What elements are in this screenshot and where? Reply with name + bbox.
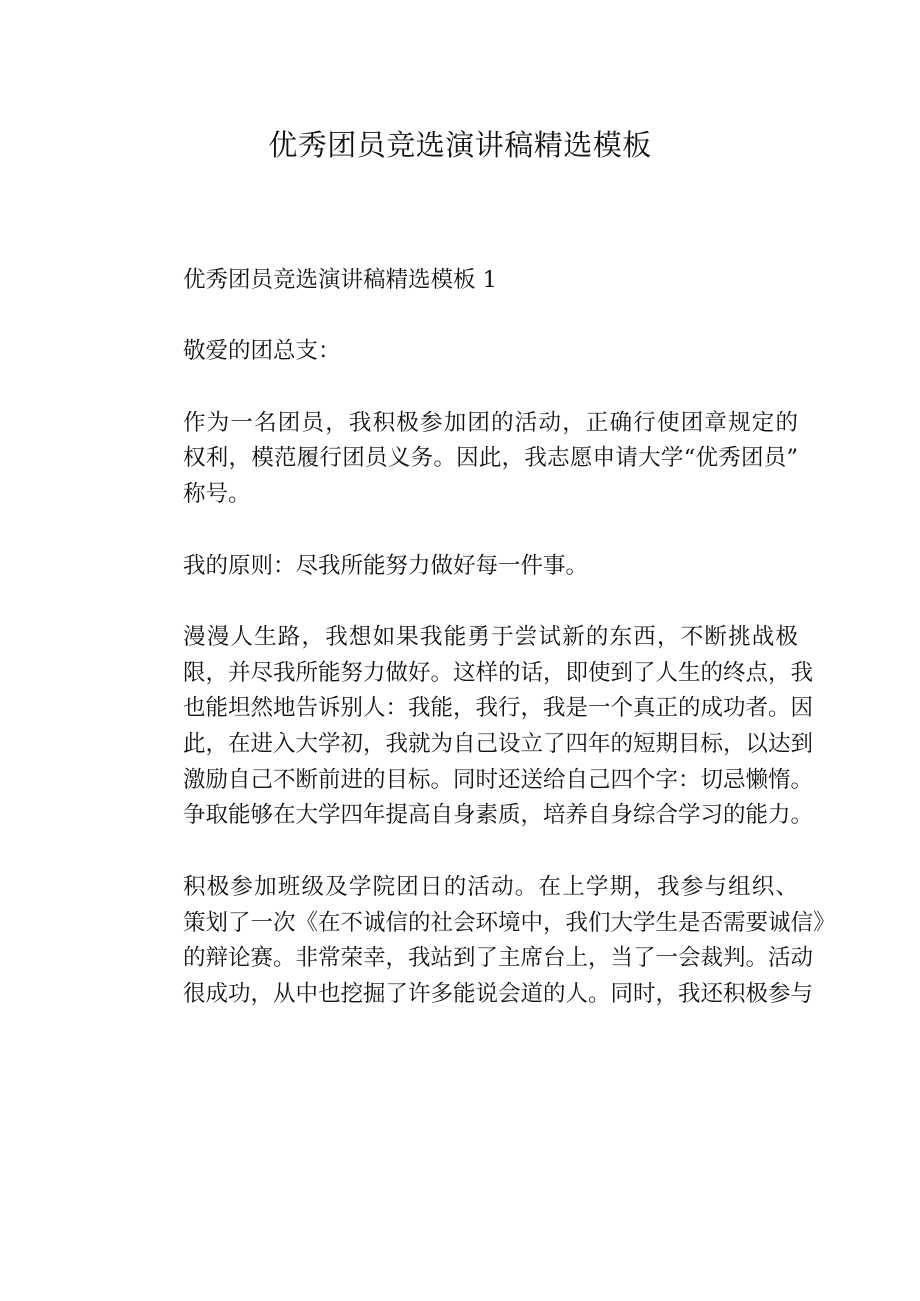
paragraph-goals bbox=[138, 620, 814, 834]
paragraph-line: 积极参加班级及学院团日的活动。在上学期，我参与组织、 bbox=[183, 873, 798, 900]
paragraph-line: 敬爱的团总支： bbox=[183, 338, 341, 365]
paragraph-line: 策划了一次《在不诚信的社会环境中，我们大学生是否需要诚信》 bbox=[183, 909, 836, 936]
paragraph-line: 我的原则：尽我所能努力做好每一件事。 bbox=[183, 552, 589, 579]
document-title: 优秀团员竞选演讲稿精选模板 bbox=[268, 128, 652, 162]
paragraph-activities bbox=[138, 870, 836, 1013]
paragraph-principle bbox=[138, 549, 798, 585]
paragraph-application bbox=[138, 406, 798, 513]
paragraph-line: 争取能够在大学四年提高自身素质，培养自身综合学习的能力。 bbox=[183, 802, 814, 829]
paragraph-salutation bbox=[138, 334, 798, 370]
paragraph-line: 此，在进入大学初，我就为自己设立了四年的短期目标，以达到 bbox=[183, 731, 814, 758]
document-body bbox=[138, 263, 836, 1048]
paragraph-line: 也能坦然地告诉别人：我能，我行，我是一个真正的成功者。因 bbox=[183, 695, 814, 722]
paragraph-heading bbox=[138, 263, 798, 299]
paragraph-line: 优秀团员竞选演讲稿精选模板 1 bbox=[183, 267, 497, 293]
paragraph-line: 称号。 bbox=[183, 481, 251, 508]
paragraph-line: 激励自己不断前进的目标。同时还送给自己四个字：切忌懒惰。 bbox=[183, 766, 814, 793]
paragraph-line: 漫漫人生路，我想如果我能勇于尝试新的东西，不断挑战极 bbox=[183, 623, 798, 650]
paragraph-line: 很成功，从中也挖掘了许多能说会道的人。同时，我还积极参与 bbox=[183, 980, 814, 1007]
paragraph-line: 的辩论赛。非常荣幸，我站到了主席台上，当了一会裁判。活动 bbox=[183, 945, 814, 972]
paragraph-line: 限，并尽我所能努力做好。这样的话，即使到了人生的终点，我 bbox=[183, 659, 814, 686]
paragraph-line: 作为一名团员，我积极参加团的活动，正确行使团章规定的 bbox=[183, 409, 798, 436]
paragraph-line: 权利，模范履行团员义务。因此，我志愿申请大学“优秀团员” bbox=[183, 445, 798, 472]
